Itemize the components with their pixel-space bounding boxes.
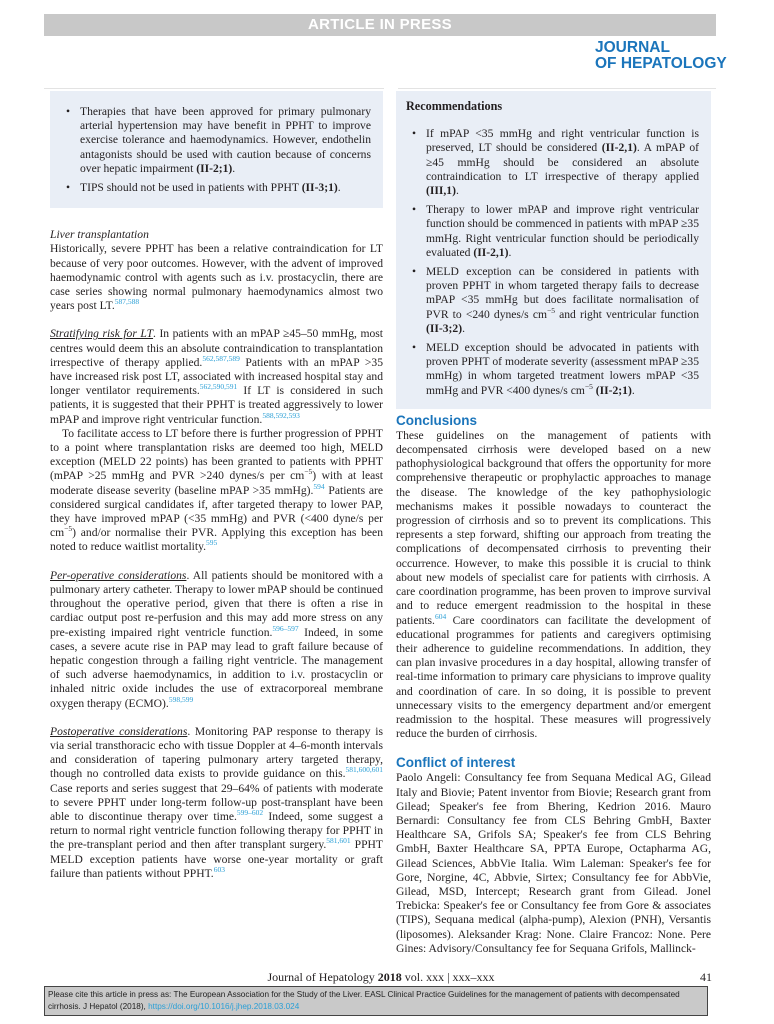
header-divider-right <box>398 88 716 89</box>
paragraph: These guidelines on the management of patients with decompensated cirrhosis were developed based on a new pathophysiological background that offers the opportunity for more comprehensive therapeutic or prophylactic approaches to manage the disease. The knowledge of the key pathophysiologic mechanisms makes it possible nowadays to counteract the progression of cirrhosis and so to prevent its complications. This represents a step forward, shifting our approach from treating the complications of decompensated cirrhosis to preventing their occurrence. However, to make this possible it is crucial to think about new models of specialist care for patients with cirrhosis. A care coordination programme, has been proven to improve survival and to reduce emergent readmission to the hospital in these patients.$^{604}$ Care coordinators can facilitate the development of educational programmes for patients and caregivers optimising their adherence to guideline recommendations. In addition, they can plan invasive procedures in a day hospital, allowing transfer of real-time information to primary care physicians to improve quality and coordination of care. In so doing, it is possible to prevent unnecessary visits to the emergency department and/or emergent readmission to the hospital. These measures will progressively reduce the burden of cirrhosis. <box>396 428 711 741</box>
paragraph: Per-operative considerations. All patients should be monitored with a pulmonary artery catheter. Therapy to lower mPAP should be continued throughout the operative period, given that there is often a rise in cardiac output post re-perfusion and this may add more stress on any pre-existing impaired right ventricle function.$^{596-597}$ Indeed, in some cases, a severe acute rise in PAP may lead to graft failure because of hepatic congestion through a failing right ventricle. The management of such adverse haemodynamics, in addition to i.v. prostacyclin or inhaled nitric oxide includes the use of extracorporeal membrane oxygen therapy (ECMO).$^{598,599}$ <box>50 568 383 710</box>
recommendations-list <box>406 127 699 398</box>
right-column <box>396 91 711 956</box>
citation-link[interactable]: 562,587,589 <box>202 353 240 363</box>
pph-recommendation-box <box>50 91 383 208</box>
citation-link[interactable]: 595 <box>206 538 218 548</box>
paragraph: To facilitate access to LT before there is further progression of PPHT to a point where transplantation risks are deemed too high, MELD exception (MELD 22 points) has been granted to patients with PPHT (mPAP >25 mmHg and PVR >240 dynes/s per $cm^{-5}$) with at least moderate disease severity (baseline mPAP >35 mmHg).$^{594}$ Patients are considered surgical candidates if, after targeted therapy to lower PAP, they have improved mPAP (<35 mmHg) and PVR (<400 dyne/s per $cm^{-5}$) and/or normalise their PVR. Applying this exception has been noted to reduce waitlist mortality.$^{595}$ <box>50 426 383 554</box>
paragraph: Postoperative considerations. Monitoring PAP response to therapy is via serial transthoracic echo with tissue Doppler at 4–6-month intervals and consideration of tapering pulmonary artery targeted therapy, though no controlled data exists to provide guidance on this.$^{581,600,601}$ Case reports and series suggest that 29–64% of patients with moderate to severe PPHT under long-term follow-up post-transplant have been able to discontinue therapy over time.$^{599-602}$ Indeed, some suggest a return to normal right ventricle function following therapy for PPHT in the pre-transplant period and then after transplant surgery.$^{581,601}$ PPHT MELD exception patients have worse one-year mortality or graft failure than patients without PPHT.$^{603}$ <box>50 724 384 880</box>
section-heading-conclusions: Conclusions <box>396 412 478 428</box>
citation-link[interactable]: 599–602 <box>236 807 264 817</box>
citation-link[interactable]: 581,600,601 <box>345 765 383 775</box>
recommendation-item: • Therapy to lower mPAP and improve right ventricular function should be commenced in patients with mPAP ≥35 mmHg. Right ventricular function should be periodically evaluated (II-2,1). <box>426 203 699 260</box>
citation-link[interactable]: 581,601 <box>326 836 351 846</box>
recommendation-item: • MELD exception should be advocated in patients with proven PPHT of moderate severity (assessment mPAP ≥35 mmHg) in whom targeted treatment lowers mPAP <35 mmHg and PVR <400 dynes/s $cm^{-5}$ (II-2;1). <box>426 341 699 398</box>
journal-logo-line1: JOURNAL <box>595 39 670 56</box>
citation-notice-box: Please cite this article in press as: The European Association for the Study of the Liver. EASL Clinical Practice Guidelines for the management of patients with decompensated cirrhosis. J Hepatol (2018), https://doi.org/10.1016/j.jhep.2018.03.024 <box>44 986 708 1016</box>
recommendation-item: • Therapies that have been approved for primary pulmonary arterial hypertension may have benefit in PPHT to improve exercise tolerance and haemodynamics. However, endothelin antagonists should be used with caution because of concerns over hepatic impairment (II-2;1). <box>80 105 371 176</box>
recommendations-title: Recommendations <box>406 99 503 113</box>
run-head-stratifying: Stratifying risk for LT <box>50 327 154 341</box>
citation-link[interactable]: 562,590,591 <box>199 382 238 392</box>
header-divider-left <box>44 88 384 89</box>
journal-logo <box>595 40 727 72</box>
left-column <box>50 91 383 881</box>
recommendation-item: • TIPS should not be used in patients with PPHT (II-3;1). <box>80 181 371 195</box>
page-number: 41 <box>700 970 712 984</box>
section-heading-conflict-of-interest: Conflict of interest <box>396 755 516 771</box>
paragraph: Stratifying risk for LT. In patients with an mPAP ≥45–50 mmHg, most centres would deem this an absolute contraindication to transplantation irrespective of therapy applied.$^{562,587,589}$ Patients with an mPAP >35 have increased risk post LT, associated with increased hospital stay and longer ventilator requirements.$^{562,590,591}$ If LT is considered in such patients, it is suggested that their PPHT is treated aggressively to lower mPAP and improve right ventricular function.$^{588,592,593}$ <box>50 327 384 426</box>
section-heading-liver-transplantation: Liver transplantation <box>50 228 149 242</box>
recommendations-box <box>396 91 711 409</box>
recommendation-item: • If mPAP <35 mmHg and right ventricular function is preserved, LT should be considered (II-2,1). A mPAP of ≥45 mmHg should be considered an absolute contraindication to LT irrespective of therapy applied (III,1). <box>426 127 699 198</box>
citation-link[interactable]: 594 <box>313 481 325 491</box>
run-head-postoperative: Postoperative considerations <box>50 724 188 738</box>
citation-link[interactable]: 596–597 <box>272 623 299 633</box>
journal-logo-line2: OF HEPATOLOGY <box>595 55 727 72</box>
paragraph: Historically, severe PPHT has been a relative contraindication for LT because of very poor outcomes. However, with the advent of improved haemodynamic control with agents such as i.v. prostacyclin, there are case series showing normal pulmonary haemodynamics almost two years post LT.$^{587,588}$ <box>50 242 383 313</box>
pph-recommendation-list <box>60 105 371 195</box>
recommendation-item: • MELD exception can be considered in patients with proven PPHT in whom targeted therapy fails to decrease mPAP <35 mmHg but does facilitate normalisation of PVR to <240 dynes/s $cm^{-5}$ and right ventricular function (II-3;2). <box>426 265 699 336</box>
doi-link[interactable]: https://doi.org/10.1016/j.jhep.2018.03.024 <box>148 1002 300 1011</box>
citation-link[interactable]: 603 <box>213 864 225 874</box>
citation-link[interactable]: 598,599 <box>168 694 194 704</box>
journal-footer-citation: Journal of Hepatology 2018 vol. xxx | xxx–xxx <box>267 970 495 984</box>
paragraph: Paolo Angeli: Consultancy fee from Sequana Medical AG, Gilead Italy and Biovie; Patent inventor from Biovie; Research grant from Gilead; Speaker's fee from Bhering, Kedrion 2016. Mauro Bernardi: Consultancy fee from CLS Behring GmbH, Baxter Healthcare SA, Grifols SA; Speaker's fee from CLS Behring GmbH, Baxter Healthcare SA, PPTA Europe, Octapharma AG, Gilead Sciences, AbbVie Italia. Wim Laleman: Speaker's fee for Gore, Norgine, 4C, Abbvie, Sirtex; Consultancy fee for AbbVie, Gilead, MSD, Intercept; Research grant from Gilead. Jonel Trebicka: Speaker's fee or Consultancy fee from Gore & associates (TIPS), Sequana medical (alpha-pump), Alexion (PNH), Versantis (liposomes). Aleksander Krag: None. Claire Francoz: None. Pere Gines: Advisory/Consultancy fee for Sequana Grifols, Mallinck- <box>396 771 711 955</box>
article-in-press-banner: ARTICLE IN PRESS <box>44 14 716 36</box>
citation-link[interactable]: 604 <box>434 611 447 621</box>
citation-link[interactable]: 588,592,593 <box>262 410 300 420</box>
citation-link[interactable]: 587,588 <box>114 297 140 307</box>
run-head-peroperative: Per-operative considerations <box>50 568 187 582</box>
